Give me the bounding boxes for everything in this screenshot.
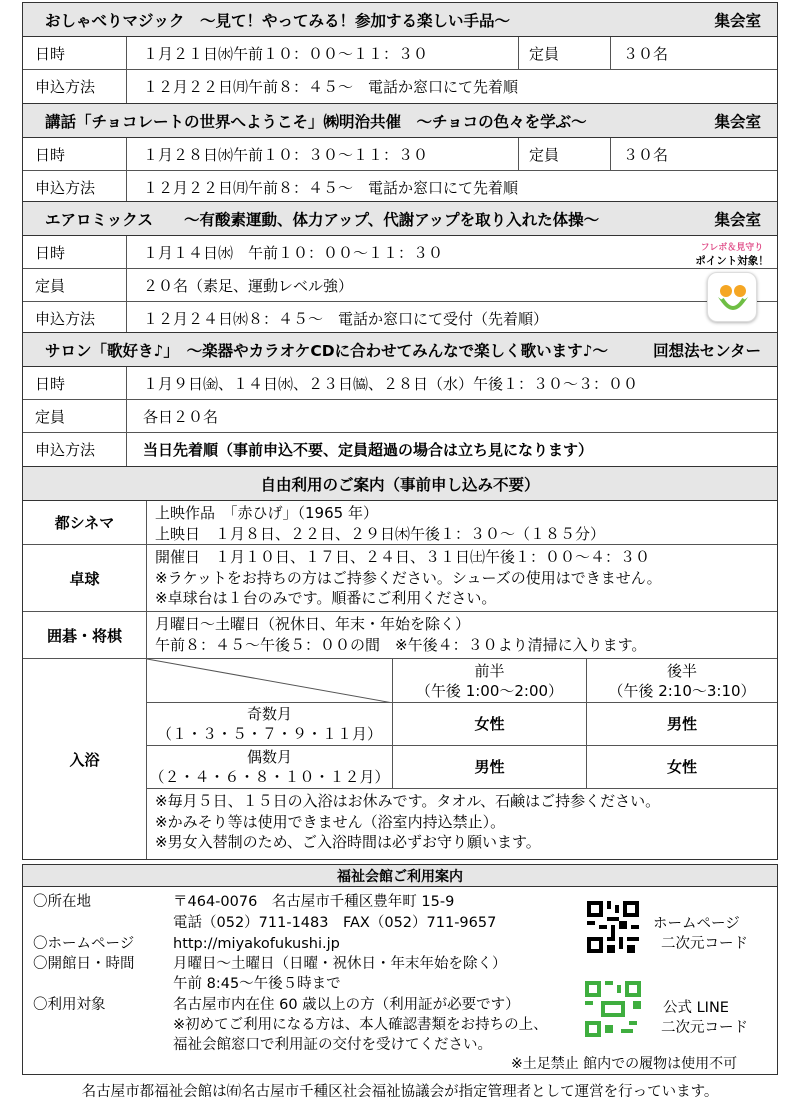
even-first-gender: 男性 — [393, 746, 587, 788]
event-location: 回想法センター — [653, 341, 761, 360]
line-qr-code-icon[interactable] — [585, 981, 641, 1037]
date-label: 日時 — [23, 138, 127, 170]
free-use-title: 自由利用のご案内（事前申し込み不要） — [23, 467, 777, 501]
cinema-line: 上映日 １月８日、２２日、２９日㈭午後１：３０～（１８５分） — [155, 524, 606, 543]
info-title: 福祉会館ご利用案内 — [23, 865, 777, 887]
event-section — [22, 103, 778, 205]
pingpong-label: 卓球 — [23, 545, 147, 611]
qr-caption: 二次元コード — [661, 936, 748, 952]
even-month-label: 偶数月 — [246, 748, 292, 766]
event-title: おしゃべりマジック ～見て！やってみる！参加する楽しい手品～ — [45, 11, 511, 30]
event-section — [22, 201, 778, 336]
cinema-label: 都シネマ — [23, 501, 147, 544]
even-second-gender: 女性 — [666, 758, 697, 776]
capacity-label: 定員 — [23, 400, 127, 432]
first-half-label: 前半 — [474, 661, 505, 680]
address: 〒464-0076 名古屋市千種区豊年町 15-9 — [173, 894, 455, 910]
capacity-label: 定員 — [519, 37, 611, 69]
target-line: 名古屋市内在住 60 歳以上の方（利用証が必要です） — [173, 997, 520, 1013]
heart-logo-icon — [707, 272, 757, 322]
badge-line1: フレボ＆見守り — [700, 243, 764, 253]
bath-corner — [147, 659, 393, 702]
event-title: エアロミックス ～有酸素運動、体力アップ、代謝アップを取り入れた体操～ — [45, 210, 600, 229]
first-half-time: （午後 1:00～2:00） — [415, 681, 564, 700]
qr-caption: 二次元コード — [661, 1020, 748, 1036]
event-location: 集会室 — [714, 11, 761, 30]
apply-label: 申込方法 — [23, 302, 127, 335]
event-capacity: ３０名 — [623, 145, 669, 164]
target-line: ※初めてご利用になる方は、本人確認書類をお持ちの上、 — [173, 1017, 548, 1033]
bath-label: 入浴 — [23, 659, 147, 859]
footer-note: 名古屋市都福祉会館は㈲名古屋市千種区社会福祉協議会が指定管理者として運営を行っています。 — [81, 1084, 719, 1100]
bath-schedule — [147, 659, 777, 859]
point-badge — [692, 240, 772, 322]
date-label: 日時 — [23, 37, 127, 69]
event-apply: 当日先着順（事前申込不要、定員超過の場合は立ち見になります） — [143, 441, 594, 459]
bath-note: ※毎月５日、１５日の入浴はお休みです。タオル、石鹸はご持参ください。 — [155, 792, 661, 810]
even-month-list: （２・４・６・８・１０・１２月） — [149, 768, 390, 786]
open-hours: 午前 8:45～午後５時まで — [173, 976, 341, 992]
pingpong-line: ※卓球台は１台のみです。順番にご利用ください。 — [155, 589, 497, 607]
badge-line2: ポイント対象！ — [695, 255, 769, 267]
igo-line: 午前８：４５～午後５：００の間 ※午後４：３０より清掃に入ります。 — [155, 635, 647, 654]
homepage-qr-code-icon[interactable] — [587, 901, 639, 953]
igo-line: 月曜日～土曜日（祝休日、年末・年始を除く） — [155, 615, 471, 633]
capacity-label: 定員 — [23, 269, 127, 301]
date-label: 日時 — [23, 236, 127, 268]
event-date: １月９日㈮、１４日㈬、２３日㈿、２８日（水）午後１：３０～３：００ — [143, 374, 639, 393]
qr-caption: ホームページ — [653, 916, 740, 932]
second-half-label: 後半 — [666, 661, 697, 680]
odd-second-gender: 男性 — [666, 715, 697, 733]
facility-info — [22, 864, 778, 1075]
event-title: 講話「チョコレートの世界へようこそ」㈱明治共催 ～チョコの色々を学ぶ～ — [45, 112, 587, 131]
second-half-time: （午後 2:10～3:10） — [608, 681, 756, 700]
homepage-label: 〇ホームページ — [33, 936, 135, 952]
odd-month-label: 奇数月 — [246, 705, 292, 723]
event-apply: １２月２２日㈪午前８：４５～ 電話か窓口にて先着順 — [143, 78, 519, 96]
address-label: 〇所在地 — [33, 894, 91, 910]
target-label: 〇利用対象 — [33, 997, 106, 1013]
odd-first-gender: 女性 — [393, 703, 587, 745]
event-capacity: ２０名（素足、運動レベル強） — [143, 276, 354, 295]
event-capacity: 各日２０名 — [143, 407, 219, 426]
event-date: １月１４日㈬ 午前１０：００～１１：３０ — [143, 243, 444, 262]
bath-note: ※かみそり等は使用できません（浴室内持込禁止）。 — [155, 812, 506, 831]
date-label: 日時 — [23, 367, 127, 399]
event-section — [22, 2, 778, 104]
apply-label: 申込方法 — [23, 171, 127, 204]
event-location: 集会室 — [714, 112, 761, 131]
free-use-table — [22, 466, 778, 860]
pingpong-line: ※ラケットをお持ちの方はご持参ください。シューズの使用はできません。 — [155, 568, 662, 587]
capacity-label: 定員 — [519, 138, 611, 170]
odd-month-list: （１・３・５・７・９・１１月） — [156, 725, 382, 743]
igo-label: 囲碁・将棋 — [23, 612, 147, 658]
event-title: サロン「歌好き♪」 ～楽器やカラオケCDに合わせてみんなで楽しく歌います♪～ — [45, 341, 608, 360]
bath-note: ※男女入替制のため、ご入浴時間は必ずお守り願います。 — [155, 833, 541, 851]
event-section — [22, 332, 778, 467]
event-date: １月２１日㈬午前１０：００～１１：３０ — [127, 37, 519, 69]
apply-label: 申込方法 — [23, 70, 127, 103]
open-days: 月曜日～土曜日（日曜・祝休日・年末年始を除く） — [173, 956, 507, 972]
event-apply: １２月２２日㈪午前８：４５～ 電話か窓口にて先着順 — [143, 179, 519, 197]
event-date: １月２８日㈬午前１０：３０～１１：３０ — [127, 138, 519, 170]
footwear-note: ※土足禁止 館内での履物は使用不可 — [511, 1056, 738, 1072]
cinema-line: 上映作品 「赤ひげ」（1965 年） — [155, 504, 378, 522]
pingpong-line: 開催日 １月１０日、１７日、２４日、３１日㈯午後１：００～４：３０ — [155, 548, 651, 566]
event-apply: １２月２４日㈬８：４５～ 電話か窓口にて受付（先着順） — [143, 310, 549, 328]
apply-label: 申込方法 — [23, 433, 127, 466]
qr-caption: 公式 LINE — [663, 1000, 729, 1016]
event-capacity: ３０名 — [623, 44, 669, 63]
event-location: 集会室 — [714, 210, 761, 229]
target-line: 福祉会館窓口で利用証の交付を受けてください。 — [173, 1037, 492, 1053]
phone-fax: 電話（052）711-1483 FAX（052）711-9657 — [173, 915, 497, 931]
homepage-url[interactable]: http://miyakofukushi.jp — [173, 936, 340, 952]
hours-label: 〇開館日・時間 — [33, 956, 135, 972]
